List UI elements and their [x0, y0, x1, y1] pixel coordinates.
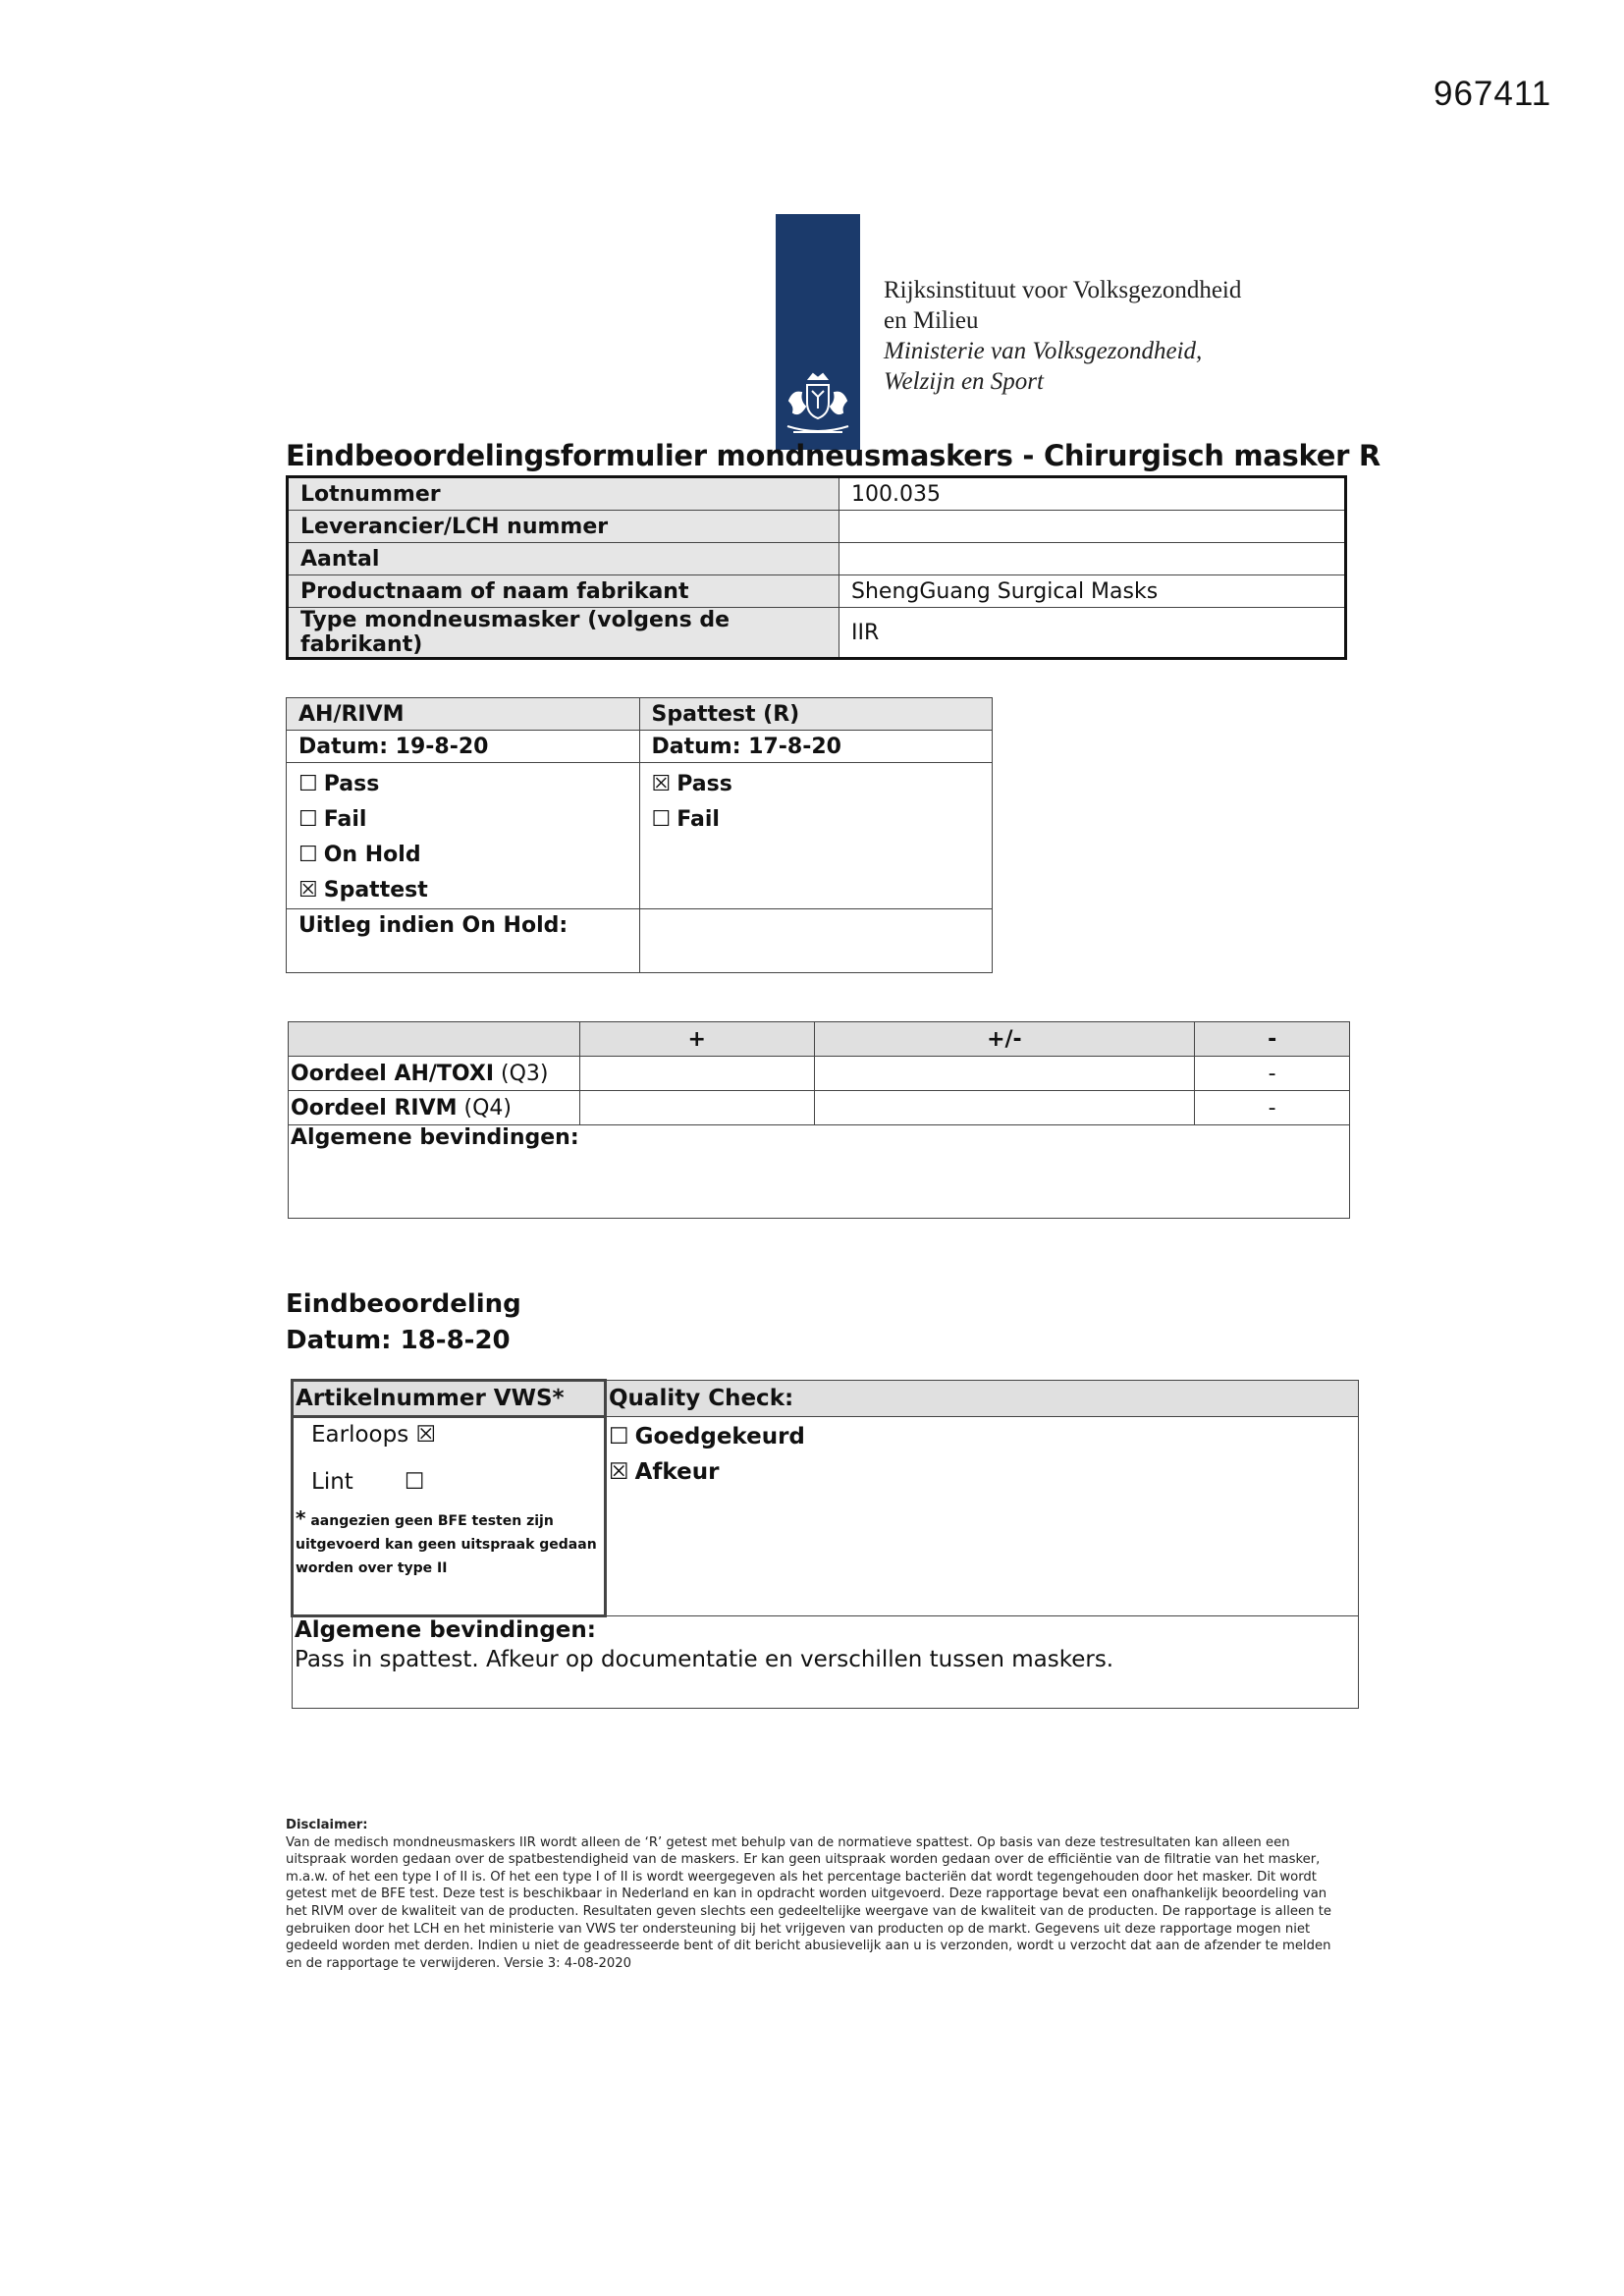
table-row [288, 575, 1346, 608]
findings-label: Algemene bevindingen: [295, 1617, 596, 1643]
findings-text: Pass in spattest. Afkeur op documentatie en verschillen tussen maskers. [295, 1647, 1114, 1672]
checkbox-icon[interactable]: ☐ [298, 843, 318, 867]
cell-plusminus [814, 1091, 1195, 1125]
row-label: Type mondneusmasker (volgens de fabrikant) [288, 608, 839, 659]
table-row [289, 1091, 1350, 1125]
table-header-row [293, 1381, 1359, 1417]
table-row [289, 1057, 1350, 1091]
option-spattest[interactable] [298, 873, 627, 908]
column-header-article: Artikelnummer VWS* [293, 1381, 606, 1417]
option-label: Afkeur [634, 1459, 720, 1485]
option-goedgekeurd[interactable] [609, 1419, 1356, 1454]
checked-checkbox-icon[interactable]: ☒ [609, 1459, 629, 1485]
cell-minus: - [1195, 1057, 1350, 1091]
column-header-blank [289, 1022, 580, 1057]
row-value [839, 511, 1346, 543]
option-lint[interactable] [296, 1469, 602, 1495]
findings-row [289, 1125, 1350, 1219]
row-label-suffix: (Q4) [457, 1095, 512, 1121]
spattest-options [639, 763, 993, 909]
column-header-quality: Quality Check: [606, 1381, 1359, 1417]
options-row [293, 1417, 1359, 1616]
disclaimer [286, 1817, 1346, 1972]
options-row [287, 763, 993, 909]
findings-cell [293, 1616, 1359, 1709]
date-row [287, 731, 993, 763]
option-label: On Hold [323, 843, 421, 867]
option-label: Lint [311, 1469, 353, 1495]
column-header-plus: + [580, 1022, 815, 1057]
column-header-spattest: Spattest (R) [639, 698, 993, 731]
findings-row [293, 1616, 1359, 1709]
table-row [288, 511, 1346, 543]
option-label: Pass [677, 772, 732, 796]
option-label: Fail [677, 807, 720, 832]
row-label-main: Oordeel AH/TOXI [291, 1061, 495, 1086]
table-row [288, 477, 1346, 511]
row-label [289, 1091, 580, 1125]
checkbox-icon[interactable]: ☐ [404, 1469, 425, 1495]
date-ah-rivm: Datum: 19-8-20 [287, 731, 640, 763]
on-hold-row [287, 909, 993, 973]
institute-line-2: en Milieu [884, 307, 979, 334]
option-label: Spattest [323, 878, 428, 902]
institute-line-1: Rijksinstituut voor Volksgezondheid [884, 277, 1242, 303]
option-label: Pass [323, 772, 380, 796]
checked-checkbox-icon[interactable]: ☒ [298, 878, 318, 902]
table-header-row [287, 698, 993, 731]
option-label: Fail [323, 807, 367, 832]
disclaimer-text: Van de medisch mondneusmaskers IIR wordt alleen de ‘R’ getest met behulp van de normatieve spattest. Op basis van deze testresultaten kan alleen een uitspraak worden gedaan over de spatbestendigheid van de maskers. Er kan geen uitspraak worden gedaan over de efficiëntie van de filtratie van het masker, m.a.w. of het een type I of II is. Of het een type I of II is wordt weergegeven als het percentage bacteriën dat wordt tegengehouden door het masker. Dit wordt getest met de BFE test. Deze test is beschikbaar in Nederland en kan in opdracht worden uitgevoerd. Deze rapportage bevat een onafhankelijk beoordeling van het RIVM over de kwaliteit van de producten. Resultaten geven slechts een gedeeltelijke weergave van de kwaliteit van de producten. De rapportage is alleen te gebruiken door het LCH en het ministerie van VWS ter ondersteuning bij het vrijgeven van producten op de markt. Gegevens uit deze rapportage mogen niet gedeeld worden met derden. Indien u niet de geadresseerde bent of dit bericht abusievelijk aan u is verzonden, wordt u verzocht dat aan de afzender te melden en de rapportage te verwijderen. Versie 3: 4-08-2020 [286, 1834, 1331, 1971]
row-label-suffix: (Q3) [494, 1061, 549, 1086]
row-label: Aantal [288, 543, 839, 575]
checkbox-icon[interactable]: ☐ [298, 807, 318, 832]
table-header-row [289, 1022, 1350, 1057]
product-info-table [286, 475, 1347, 660]
row-label: Lotnummer [288, 477, 839, 511]
on-hold-value[interactable] [639, 909, 993, 973]
option-on-hold[interactable] [298, 838, 627, 873]
column-header-ah-rivm: AH/RIVM [287, 698, 640, 731]
row-label-main: Oordeel RIVM [291, 1095, 458, 1121]
option-label: Earloops [311, 1422, 409, 1448]
option-afkeur[interactable] [609, 1454, 1356, 1490]
checked-checkbox-icon[interactable]: ☒ [651, 772, 672, 796]
option-fail[interactable] [652, 802, 981, 838]
royal-crest-icon [780, 371, 856, 440]
form-title: Eindbeoordelingsformulier mondneusmaskers - Chirurgisch masker R [286, 439, 1380, 472]
ah-rivm-options [287, 763, 640, 909]
cell-plusminus [814, 1057, 1195, 1091]
assessment-table [286, 697, 993, 973]
ministry-line-2: Welzijn en Sport [884, 368, 1044, 395]
row-value: 100.035 [839, 477, 1346, 511]
findings-label: Algemene bevindingen: [289, 1125, 1350, 1219]
ministry-line-1: Ministerie van Volksgezondheid, [884, 338, 1203, 364]
checkbox-icon[interactable]: ☐ [651, 807, 672, 832]
quality-options [606, 1417, 1359, 1616]
checkbox-icon[interactable]: ☐ [609, 1424, 629, 1449]
final-assessment-date: Datum: 18-8-20 [286, 1326, 511, 1355]
footnote-text: aangezien geen BFE testen zijn uitgevoerd kan geen uitspraak gedaan worden over type II [296, 1513, 597, 1576]
table-row [288, 608, 1346, 659]
document-number: 967411 [1434, 75, 1552, 113]
row-label: Leverancier/LCH nummer [288, 511, 839, 543]
column-header-minus: - [1195, 1022, 1350, 1057]
option-earloops[interactable] [296, 1422, 602, 1448]
on-hold-label: Uitleg indien On Hold: [287, 909, 640, 973]
final-assessment-table [291, 1379, 1359, 1709]
article-options [293, 1417, 606, 1616]
final-assessment-heading: Eindbeoordeling [286, 1289, 521, 1319]
cell-plus [580, 1057, 815, 1091]
option-pass[interactable] [298, 767, 627, 802]
article-footnote [296, 1506, 602, 1580]
column-header-plusminus: +/- [814, 1022, 1195, 1057]
cell-minus: - [1195, 1091, 1350, 1125]
disclaimer-heading: Disclaimer: [286, 1818, 368, 1832]
date-spattest: Datum: 17-8-20 [639, 731, 993, 763]
row-label: Productnaam of naam fabrikant [288, 575, 839, 608]
footnote-star: * [296, 1506, 306, 1530]
checked-checkbox-icon[interactable]: ☒ [415, 1422, 437, 1448]
institute-name [884, 275, 1241, 397]
row-value [839, 543, 1346, 575]
row-value: IIR [839, 608, 1346, 659]
table-row [288, 543, 1346, 575]
checkbox-icon[interactable]: ☐ [298, 772, 318, 796]
cell-plus [580, 1091, 815, 1125]
row-label [289, 1057, 580, 1091]
row-value: ShengGuang Surgical Masks [839, 575, 1346, 608]
option-pass[interactable] [652, 767, 981, 802]
judgement-table [288, 1021, 1350, 1219]
option-label: Goedgekeurd [634, 1424, 805, 1449]
option-fail[interactable] [298, 802, 627, 838]
